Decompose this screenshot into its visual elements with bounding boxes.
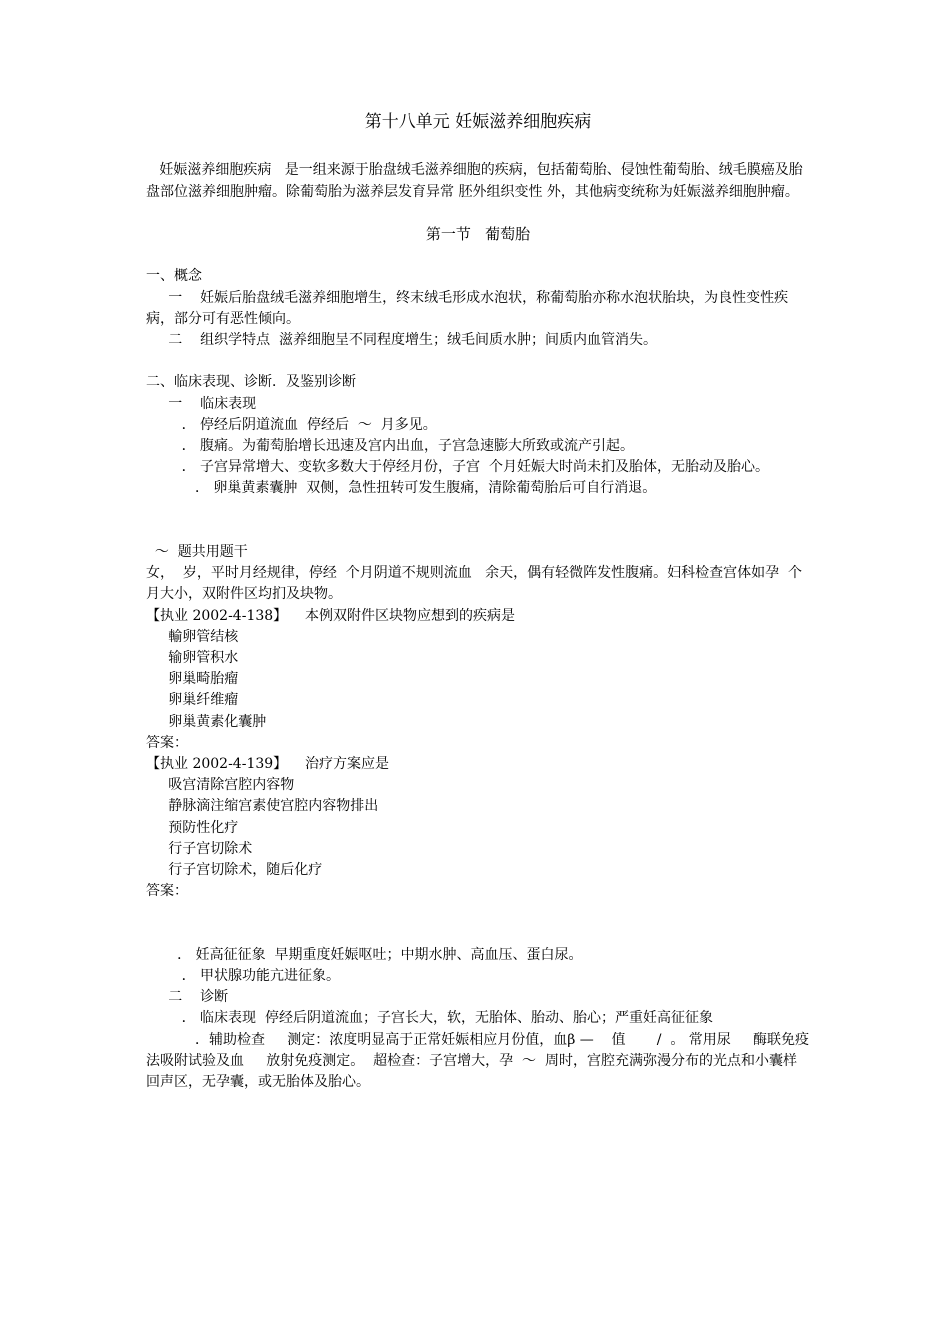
blank-line bbox=[146, 245, 810, 266]
blank-line bbox=[146, 521, 810, 542]
section-heading: 第一节 葡萄胎 bbox=[425, 224, 531, 243]
option-item: 行子宫切除术 bbox=[146, 840, 253, 857]
document-page bbox=[146, 112, 810, 1114]
intro-paragraph: 妊娠滋养细胞疾病 是一组来源于胎盘绒毛滋养细胞的疾病，包括葡萄胎、侵蚀性葡萄胎、绒毛膜癌及胎盘部位滋养细胞肿瘤。除葡萄胎为滋养层发育异常 胚外组织变性 外，其他病变统称为妊娠滋养细胞肿瘤。 bbox=[146, 162, 803, 200]
blank-line bbox=[146, 500, 810, 521]
option-item: 輸卵管结核 bbox=[146, 628, 239, 645]
clinical-item-1: ． 停经后阴道流血 停经后 ～ 月多见。 bbox=[146, 416, 446, 433]
option-item: 行子宫切除术，随后化疗 bbox=[146, 862, 323, 879]
option-item: 卵巢黄素化囊肿 bbox=[146, 713, 267, 730]
option-item: 吸宫清除宫腔内容物 bbox=[146, 777, 295, 794]
blank-line bbox=[146, 902, 810, 923]
blank-line bbox=[146, 139, 810, 160]
option-item: 卵巢纤维瘤 bbox=[146, 692, 239, 709]
clinical-item-2: ． 腹痛。为葡萄胎增长迅速及宫内出血，子宫急速膨大所致或流产引起。 bbox=[146, 438, 635, 455]
blank-line bbox=[146, 1093, 810, 1114]
option-item: 静脉滴注缩宫素使宫腔内容物排出 bbox=[146, 798, 379, 815]
document-title: 第十八单元 妊娠滋养细胞疾病 bbox=[364, 112, 592, 132]
clinical-heading: 二、临床表现、诊断．及鉴别诊断 bbox=[146, 374, 356, 391]
blank-line bbox=[146, 351, 810, 372]
clinical-item-4: ． 卵巢黄素囊肿 双侧，急性扭转可发生腹痛，清除葡萄胎后可自行消退。 bbox=[146, 480, 657, 497]
diagnosis-item-2: ．辅助检查 测定：浓度明显高于正常妊娠相应月份值，血β — 值 / 。 常用尿 酶联免疫法吸附试验及血 放射免疫测定。 超检查：子宫增大，孕 ～ 周时，宫腔充满弥漫分布的光点和小囊样回声区，无孕囊，或无胎体及胎心。 bbox=[146, 1031, 810, 1091]
blank-line bbox=[146, 203, 810, 224]
option-item: 预防性化疗 bbox=[146, 819, 239, 836]
shared-question-heading: ～ 题共用题干 bbox=[146, 544, 311, 560]
clinical-item-6: ． 甲状腺功能亢进征象。 bbox=[146, 968, 341, 985]
option-item: 输卵管积水 bbox=[146, 650, 239, 667]
clinical-item-5: ． 妊高征征象 早期重度妊娠呕吐；中期水肿、高血压、蛋白尿。 bbox=[146, 946, 583, 963]
concept-paragraph: 一 妊娠后胎盘绒毛滋养细胞增生，终末绒毛形成水泡状，称葡萄胎亦称水泡状胎块，为良性变性疾病，部分可有恶性倾向。 bbox=[146, 289, 789, 327]
question-139: 【执业 2002-4-139】 治疗方案应是 bbox=[146, 756, 389, 773]
concept-heading: 一、概念 bbox=[146, 268, 202, 285]
answer-line: 答案： bbox=[146, 734, 251, 751]
question-138: 【执业 2002-4-138】 本例双附件区块物应想到的疾病是 bbox=[146, 607, 515, 624]
diagnosis-heading: 二 诊断 bbox=[146, 989, 229, 1006]
case-description: 女， 岁，平时月经规律，停经 个月阴道不规则流血 余天，偶有轻微阵发性腹痛。妇科检查宫体如孕 个月大小，双附件区均扪及块物。 bbox=[146, 565, 803, 603]
option-item: 卵巢畸胎瘤 bbox=[146, 671, 239, 688]
clinical-subheading: 一 临床表现 bbox=[146, 395, 257, 412]
histology-paragraph: 二 组织学特点 滋养细胞呈不同程度增生；绒毛间质水肿；间质内血管消失。 bbox=[146, 332, 657, 348]
diagnosis-item-1: ． 临床表现 停经后阴道流血；子宫长大，软，无胎体、胎动、胎心；严重妊高征征象 bbox=[146, 1010, 713, 1027]
answer-line: 答案： bbox=[146, 883, 251, 900]
clinical-item-3: ． 子宫异常增大、变软多数大于停经月份，子宫 个月妊娠大时尚未扪及胎体，无胎动及胎心。 bbox=[146, 459, 769, 476]
blank-line bbox=[146, 924, 810, 945]
